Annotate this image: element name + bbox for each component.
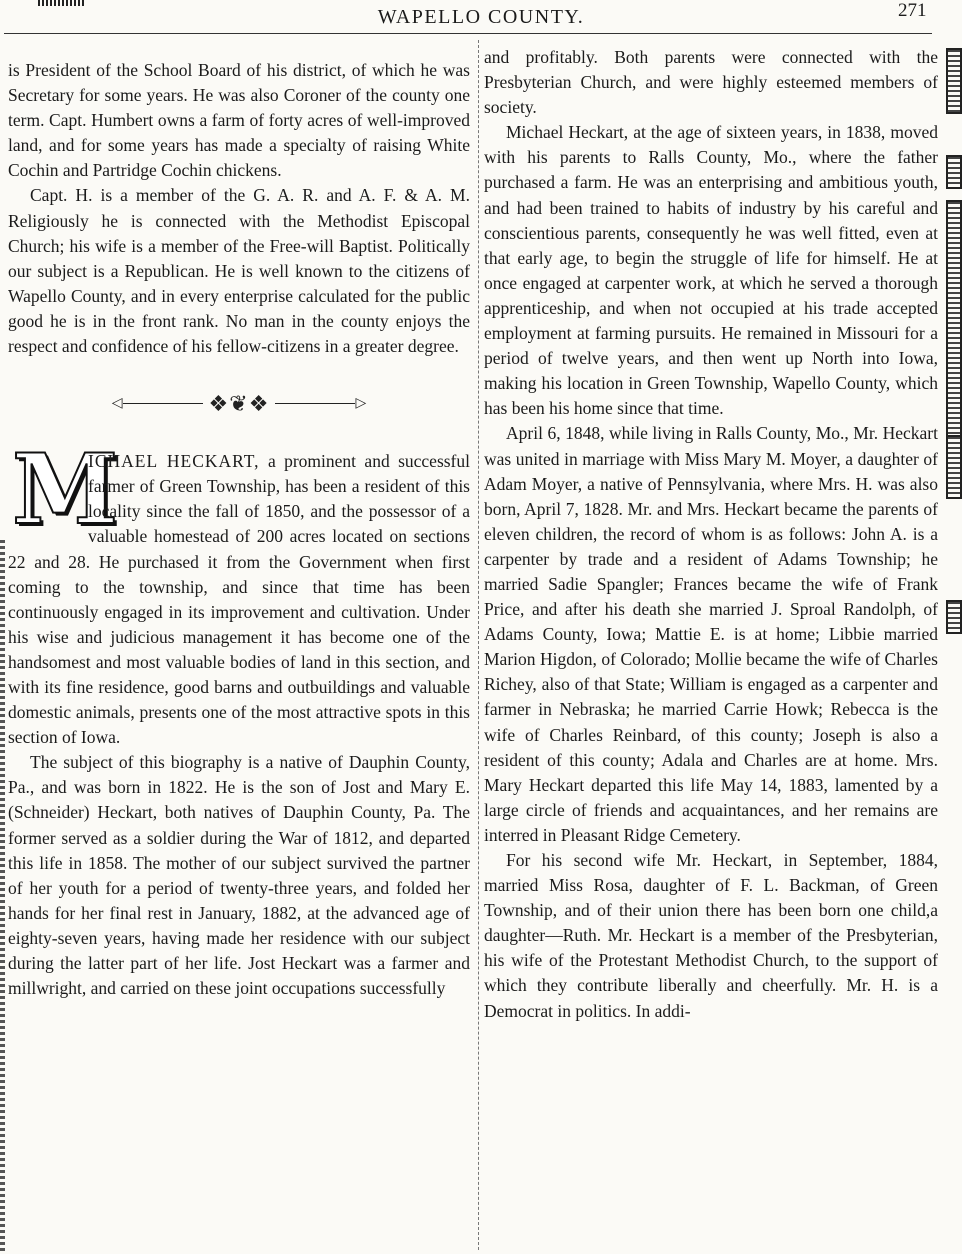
fleuron-icon: ❖❦❖ [208, 390, 270, 416]
column-divider [478, 40, 479, 1250]
section-separator-ornament [8, 383, 470, 423]
paragraph-first-marriage: April 6, 1848, while living in Ralls County, Mo., Mr. Heckart was united in marriage with Miss Mary M. Moyer, a daughter of Adam Moyer, a native of Pennsylvania, where Mrs. H. was also born, April 7, 1828. Mr. and Mrs. Heckart became the parents of eleven children, the record of whom is as follows: John A. is a carpenter by trade and a resident of Adams Township; he married Sadie Spangler; Frances became the wife of Frank Price, and after his death she married J. Sproal Randolph, of Adams County, Iowa; Mattie E. is at home; Libbie married Marion Higdon, of Colorado; Mollie became the wife of Charles Richey, also of that State; William is engaged as a carpenter and farmer in Nebraska; he married Carrie Howk; Rebecca is the wife of Charles Reinbard, of this county; Joseph is also a resident of this county; Adala and Charles are at home. Mrs. Mary Heckart departed this life May 14, 1883, lamented by a large circle of friends and acquaintances, and her remains are interred in Pleasant Ridge Cemetery. [484, 423, 938, 845]
right-column [484, 45, 938, 1024]
binding-block [946, 48, 962, 114]
biography-intro-text: a prominent and successful farmer of Green Township, has been a resident of this locality since the fall of 1850, and the possessor of a valuable homestead of 200 acres located on sections 22 and 28. He purchased it from the Government when first coming to the township, and since that time has been continuously engaged in its improvement and cultivation. Under his wise and judicious management it has become one of the handsomest and most valuable bodies of land in this section, and with its fine residence, good barns and outbuildings and valuable domestic animals, presents one of the most attractive spots in this section of Iowa. [8, 451, 471, 748]
drop-cap-letter: M [12, 433, 119, 547]
paragraph-heckart-birth: The subject of this biography is a native of Dauphin County, Pa., and was born in 1822. He is the son of Jost and Mary E. (Schneider) Heckart, both natives of Dauphin County, Pa. The former served as a soldier during the War of 1812, and departed this life in 1858. The mother of our subject survived the partner of her youth for a period of twenty-three years, and folded her hands for her final rest in January, 1882, at the advanced age of eighty-seven years, having made her residence with our subject during the latter part of her life. Jost Heckart was a farmer and millwright, and carried on these joint occupations successfully [8, 752, 470, 999]
paragraph-heckart-intro [8, 433, 471, 750]
page-header-title: WAPELLO COUNTY. [377, 6, 585, 28]
binding-block [946, 600, 962, 634]
paragraph-parents: and profitably. Both parents were connected with the Presbyterian Church, and were highly esteemed members of society. [484, 47, 938, 118]
paragraph-humbert-1: is President of the School Board of his district, of which he was Secretary for some years. He was also Coroner of the county one term. Capt. Humbert owns a farm of forty acres of well-improved land, and for some years has made a specialty of raising White Cochin and Partridge Cochin chickens. [8, 60, 470, 181]
arrow-right-icon: ▷ [355, 395, 367, 411]
binding-block [946, 155, 962, 189]
paragraph-second-marriage: For his second wife Mr. Heckart, in September, 1884, married Miss Rosa, daughter of F. L. Backman, of Green Township, and of their union there has been born one child,a daughter—Ruth. Mr. Heckart is a member of the Presbyterian, his wife of the Protestant Methodist Church, to the support of which they contribute liberally and cheerfully. Mr. H. is a Democrat in politics. In addi- [484, 850, 938, 1021]
left-column [8, 58, 470, 1001]
paragraph-early-life: Michael Heckart, at the age of sixteen years, in 1838, moved with his parents to Ralls County, Mo., where the father purchased a farm. He was an enterprising and ambitious youth, and had been trained to habits of industry by his careful and conscientious parents, consequently he was well fitted, even at that early age, to begin the struggle of life for himself. He at once engaged at carpenter work, at which he served a thorough apprenticeship, and when not occupied at his trade accepted employment at farming pursuits. He remained in Missouri for a period of twelve years, and then went up North into Iowa, making his location in Green Township, Wapello County, which has been his home since that time. [484, 122, 938, 419]
biography-subject-name: ICHAEL HECKART, [88, 451, 260, 472]
left-margin-binding [0, 540, 5, 1254]
separator-line [123, 403, 203, 404]
right-margin-binding [948, 40, 962, 1254]
binding-block [946, 435, 962, 499]
paragraph-humbert-2: Capt. H. is a member of the G. A. R. and A. F. & A. M. Religiously he is connected with the Methodist Episcopal Church; his wife is a member of the Free-will Baptist. Politically our subject is a Republican. He is well known to the citizens of Wapello County, and in every enterprise calculated for the public good he is in the front rank. No man in the county enjoys the respect and confidence of his fellow-citizens in a greater degree. [8, 185, 470, 357]
arrow-left-icon: ◁ [111, 395, 123, 411]
page-number: 271 [898, 0, 927, 21]
header-rule [4, 33, 932, 34]
separator-line [275, 403, 355, 404]
binding-block [946, 200, 962, 444]
